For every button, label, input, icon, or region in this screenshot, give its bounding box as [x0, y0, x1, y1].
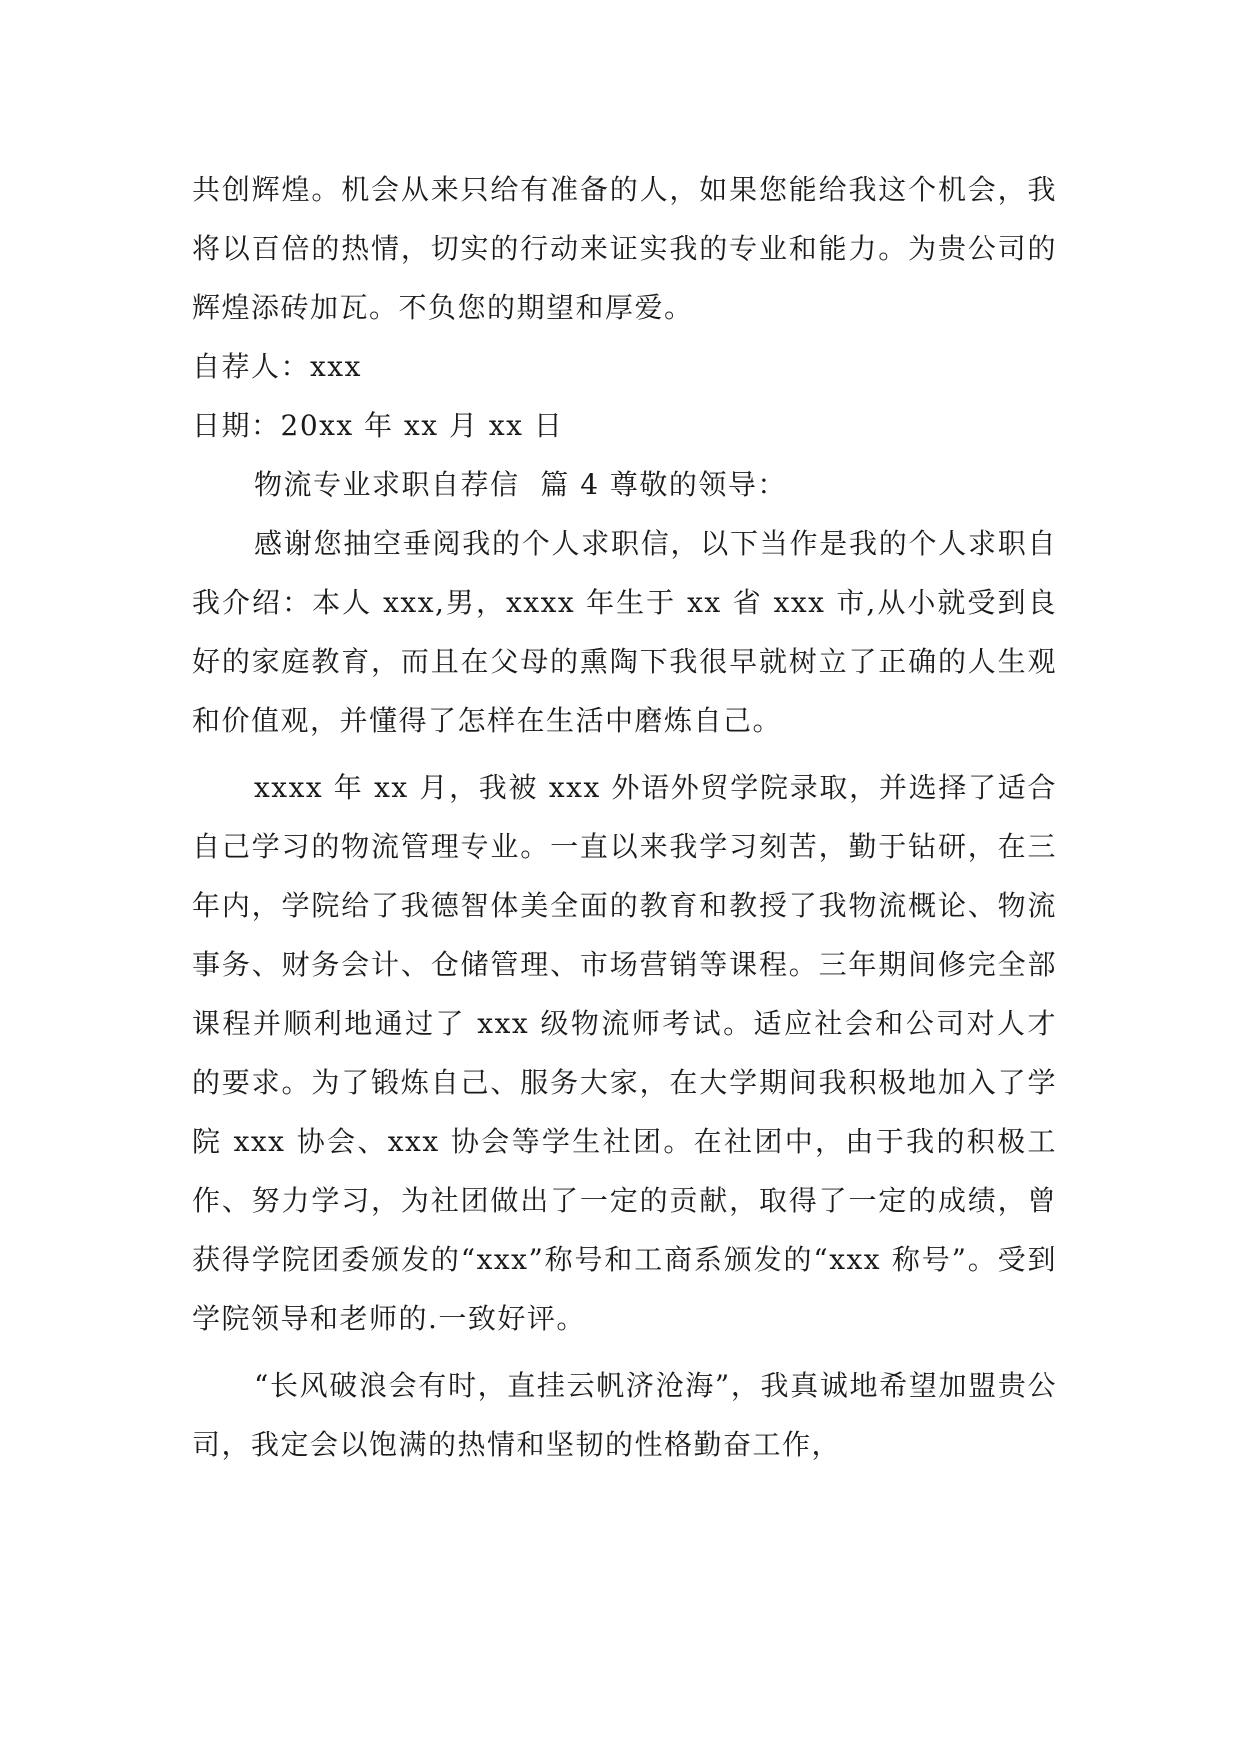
closing-paragraph: 共创辉煌。机会从来只给有准备的人，如果您能给我这个机会，我将以百倍的热情，切实的行动来证实我的专业和能力。为贵公司的辉煌添砖加瓦。不负您的期望和厚爱。 — [192, 173, 1057, 324]
date-line — [192, 396, 1057, 455]
signer-text: 自荐人：xxx — [192, 350, 362, 383]
education-paragraph: xxxx 年 xx 月，我被 xxx 外语外贸学院录取，并选择了适合自己学习的物流管理专业。一直以来我学习刻苦，勤于钻研，在三年内，学院给了我德智体美全面的教育和教授了我物流概论、物流事务、财务会计、仓储管理、市场营销等课程。三年期间修完全部课程并顺利地通过了 xxx 级物流师考试。适应社会和公司对人才的要求。为了锻炼自己、服务大家，在大学期间我积极地加入了学院 xxx 协会、xxx 协会等学生社团。在社团中，由于我的积极工作、努力学习，为社团做出了一定的贡献，取得了一定的成绩，曾获得学院团委颁发的“xxx”称号和工商系颁发的“xxx 称号”。受到学院领导和老师的.一致好评。 — [192, 771, 1057, 1335]
section-heading-text: 物流专业求职自荐信 篇 4 尊敬的领导： — [254, 468, 787, 501]
signer-line — [192, 337, 1057, 396]
intro-paragraph: 感谢您抽空垂阅我的个人求职信，以下当作是我的个人求职自我介绍：本人 xxx,男，xxxx 年生于 xx 省 xxx 市,从小就受到良好的家庭教育，而且在父母的熏陶下我很早就树立了正确的人生观和价值观，并懂得了怎样在生活中磨炼自己。 — [192, 527, 1057, 737]
section-heading — [192, 455, 1057, 514]
date-text: 日期：20xx 年 xx 月 xx 日 — [192, 409, 564, 442]
aspiration-paragraph: “长风破浪会有时，直挂云帆济沧海”，我真诚地希望加盟贵公司，我定会以饱满的热情和坚韧的性格勤奋工作， — [192, 1369, 1057, 1461]
document-body — [192, 160, 1057, 1474]
